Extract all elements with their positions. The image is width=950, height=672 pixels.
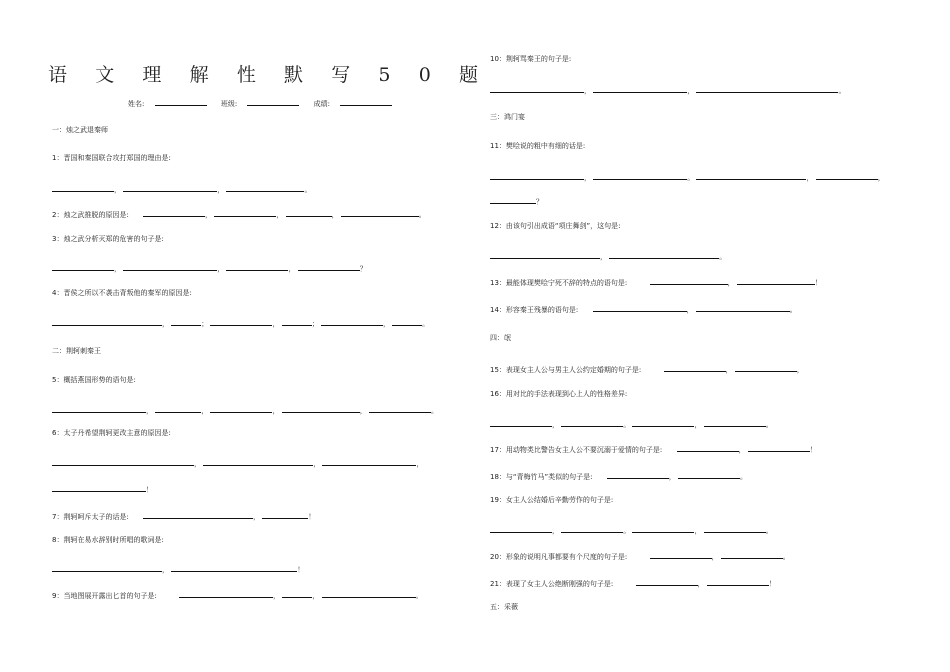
score-field[interactable] — [340, 97, 392, 106]
answer-blank[interactable] — [593, 171, 687, 180]
answer-blank[interactable] — [52, 183, 114, 192]
answer-blank[interactable] — [490, 84, 584, 93]
answer-blank[interactable] — [171, 317, 201, 326]
answer-blank[interactable] — [226, 183, 304, 192]
punctuation: 。 — [782, 553, 790, 561]
question-text: 18：与“青梅竹马”类似的句子是: — [490, 473, 593, 481]
punctuation: ！ — [814, 279, 822, 287]
question-row — [490, 363, 804, 375]
question-row — [490, 443, 817, 455]
punctuation: 。 — [623, 421, 631, 429]
answer-blank[interactable] — [737, 276, 815, 285]
punctuation: ， — [114, 265, 121, 273]
answer-row — [490, 250, 726, 262]
punctuation: ， — [194, 460, 201, 468]
question-text: 4：晋侯之所以不袭击背叛他的秦军的原因是: — [52, 289, 192, 297]
punctuation: ， — [806, 174, 814, 182]
punctuation: 。 — [304, 186, 312, 194]
answer-blank[interactable] — [262, 510, 308, 519]
answer-blank[interactable] — [609, 250, 719, 259]
punctuation: 。 — [422, 320, 430, 328]
answer-blank[interactable] — [392, 317, 422, 326]
title-char: 理 — [142, 64, 162, 86]
answer-blank[interactable] — [677, 443, 739, 452]
section-heading: 一：烛之武退秦师 — [52, 126, 108, 134]
punctuation: ， — [312, 592, 320, 600]
answer-blank[interactable] — [593, 84, 687, 93]
answer-blank[interactable] — [561, 524, 623, 533]
question-row — [52, 208, 426, 220]
answer-row — [52, 563, 304, 575]
question-row — [490, 550, 790, 562]
answer-blank[interactable] — [735, 363, 797, 372]
punctuation: ， — [288, 265, 296, 273]
punctuation: ， — [668, 473, 676, 481]
question-text: 1：晋国和秦国联合攻打郑国的理由是: — [52, 154, 171, 162]
answer-blank[interactable] — [52, 404, 146, 413]
answer-blank[interactable] — [593, 303, 687, 312]
answer-blank[interactable] — [286, 208, 332, 217]
question-text: 14：形容秦王残暴的语句是: — [490, 306, 579, 314]
answer-row — [52, 183, 311, 195]
punctuation: 。 — [789, 306, 797, 314]
punctuation: ！ — [308, 513, 316, 521]
title-char: 题 — [458, 64, 478, 86]
answer-blank[interactable] — [52, 563, 162, 572]
question-row — [490, 470, 747, 482]
punctuation: ， — [552, 527, 559, 535]
punctuation: 。 — [765, 527, 773, 535]
section-heading: 二：荆轲刺秦王 — [52, 347, 101, 355]
answer-row — [52, 262, 367, 274]
title-char: 默 — [284, 64, 304, 86]
punctuation: 。 — [430, 407, 438, 415]
punctuation: 。 — [418, 211, 426, 219]
answer-blank[interactable] — [707, 577, 769, 586]
question-text: 10：荆轲骂秦王的句子是: — [490, 55, 572, 63]
answer-blank[interactable] — [650, 550, 712, 559]
answer-blank[interactable] — [210, 317, 272, 326]
question-text: 13：最能体现樊哙宁死不辞的特点的语句是: — [490, 279, 628, 287]
punctuation: ， — [217, 186, 225, 194]
punctuation: ， — [276, 211, 284, 219]
answer-blank[interactable] — [52, 262, 114, 271]
section-heading: 三：鸿门宴 — [490, 113, 525, 121]
answer-blank[interactable] — [369, 404, 431, 413]
punctuation: ， — [162, 320, 169, 328]
punctuation: ， — [114, 186, 121, 194]
question-text: 8：荆轲在易水辞别时所唱的歌词是: — [52, 536, 164, 544]
punctuation: ， — [687, 87, 695, 95]
question-row — [52, 510, 315, 522]
punctuation: ！ — [768, 580, 776, 588]
question-text: 2：烛之武推脱的原因是: — [52, 211, 129, 219]
question-text: 21：表现了女主人公绝断刚强的句子是: — [490, 580, 614, 588]
question-row — [490, 276, 822, 288]
answer-blank[interactable] — [171, 563, 297, 572]
answer-blank[interactable] — [322, 457, 416, 466]
answer-blank[interactable] — [226, 262, 288, 271]
punctuation: 。 — [838, 87, 846, 95]
answer-blank[interactable] — [664, 363, 726, 372]
punctuation: ， — [382, 320, 390, 328]
question-text: 9：当地图展开露出匕首的句子是: — [52, 592, 157, 600]
answer-blank[interactable] — [52, 483, 146, 492]
question-text: 19：女主人公结婚后辛勤劳作的句子是: — [490, 496, 614, 504]
answer-blank[interactable] — [179, 589, 273, 598]
punctuation: ， — [359, 407, 367, 415]
answer-blank[interactable] — [214, 208, 276, 217]
info-row — [128, 97, 392, 109]
punctuation: ， — [552, 421, 559, 429]
question-text: 16：用对比的手法表现到心上人的性格差异: — [490, 390, 628, 398]
answer-blank[interactable] — [748, 443, 810, 452]
answer-row — [52, 483, 153, 495]
class-field[interactable] — [247, 97, 299, 106]
punctuation: ， — [686, 306, 694, 314]
answer-blank[interactable] — [282, 404, 360, 413]
punctuation: ； — [201, 320, 209, 328]
question-text: 20：形象的说明凡事都要有个尺度的句子是: — [490, 553, 628, 561]
question-row — [490, 303, 797, 315]
question-text: 11：樊哙说的粗中有细的话是: — [490, 142, 586, 150]
title-char: 性 — [236, 64, 256, 86]
title-char: 语 — [48, 64, 68, 86]
punctuation: ， — [727, 279, 735, 287]
answer-blank[interactable] — [632, 418, 694, 427]
punctuation: ， — [694, 527, 702, 535]
name-field[interactable] — [155, 97, 207, 106]
punctuation: ， — [313, 460, 321, 468]
answer-blank[interactable] — [52, 457, 194, 466]
question-text: 5：概括燕国形势的语句是: — [52, 376, 136, 384]
section-heading: 四：氓 — [490, 334, 511, 342]
punctuation: ！ — [809, 446, 817, 454]
answer-blank[interactable] — [632, 524, 694, 533]
punctuation: ？ — [359, 265, 367, 273]
punctuation: ， — [253, 513, 261, 521]
punctuation: ， — [584, 174, 591, 182]
answer-blank[interactable] — [704, 524, 766, 533]
answer-row — [52, 317, 429, 329]
section-heading: 五：采薇 — [490, 603, 518, 611]
punctuation: ， — [272, 407, 280, 415]
title-char: 5 — [378, 64, 391, 86]
answer-blank[interactable] — [155, 404, 201, 413]
answer-row — [490, 171, 885, 183]
punctuation: ， — [416, 460, 424, 468]
punctuation: ， — [877, 174, 885, 182]
answer-blank[interactable] — [52, 317, 162, 326]
answer-blank[interactable] — [561, 418, 623, 427]
answer-row — [52, 457, 423, 469]
answer-blank[interactable] — [322, 589, 416, 598]
answer-row — [490, 418, 773, 430]
answer-blank[interactable] — [341, 208, 419, 217]
punctuation: ， — [205, 211, 213, 219]
answer-blank[interactable] — [203, 457, 313, 466]
punctuation: ， — [796, 366, 804, 374]
answer-row — [490, 195, 543, 207]
punctuation: 。 — [740, 473, 747, 481]
question-text: 3：烛之武分析灭郑的危害的句子是: — [52, 235, 164, 243]
title-char: 0 — [418, 64, 431, 86]
punctuation: ， — [201, 407, 209, 415]
answer-blank[interactable] — [816, 171, 878, 180]
question-text: 6：太子丹希望荆轲更改主意的原因是: — [52, 429, 171, 437]
class-label: 班级: — [220, 100, 238, 108]
punctuation: ！ — [297, 566, 305, 574]
punctuation: ， — [738, 446, 746, 454]
question-row — [490, 577, 776, 589]
answer-blank[interactable] — [298, 262, 360, 271]
punctuation: 。 — [765, 421, 773, 429]
punctuation: ， — [146, 407, 153, 415]
answer-blank[interactable] — [607, 470, 669, 479]
answer-blank[interactable] — [636, 577, 698, 586]
answer-blank[interactable] — [696, 303, 790, 312]
punctuation: ， — [600, 253, 607, 261]
answer-row — [52, 404, 438, 416]
answer-blank[interactable] — [321, 317, 383, 326]
answer-blank[interactable] — [721, 550, 783, 559]
answer-row — [490, 524, 773, 536]
answer-blank[interactable] — [650, 276, 728, 285]
punctuation: 。 — [687, 174, 695, 182]
answer-blank[interactable] — [143, 510, 253, 519]
title-char: 文 — [95, 64, 115, 86]
answer-blank[interactable] — [696, 171, 806, 180]
answer-blank[interactable] — [490, 195, 536, 204]
page-title — [48, 63, 478, 87]
score-label: 成绩: — [313, 100, 331, 108]
answer-blank[interactable] — [282, 589, 312, 598]
punctuation: ， — [217, 265, 225, 273]
answer-blank[interactable] — [143, 208, 205, 217]
answer-blank[interactable] — [490, 418, 552, 427]
punctuation: ， — [694, 421, 702, 429]
name-label: 姓名: — [128, 100, 145, 108]
answer-blank[interactable] — [490, 171, 584, 180]
question-row — [52, 589, 423, 601]
punctuation: ； — [311, 320, 319, 328]
title-char: 写 — [331, 64, 351, 86]
answer-blank[interactable] — [678, 470, 740, 479]
punctuation: ， — [697, 580, 705, 588]
title-char: 解 — [189, 64, 209, 86]
question-text: 15：表现女主人公与男主人公约定婚期的句子是: — [490, 366, 642, 374]
answer-blank[interactable] — [123, 262, 217, 271]
answer-blank[interactable] — [282, 317, 312, 326]
punctuation: ， — [584, 87, 591, 95]
punctuation: ？ — [536, 198, 543, 206]
punctuation: ， — [273, 592, 281, 600]
punctuation: 。 — [623, 527, 631, 535]
answer-blank[interactable] — [210, 404, 272, 413]
answer-blank[interactable] — [704, 418, 766, 427]
answer-blank[interactable] — [123, 183, 217, 192]
punctuation: ， — [725, 366, 733, 374]
answer-blank[interactable] — [696, 84, 838, 93]
answer-blank[interactable] — [490, 250, 600, 259]
punctuation: ！ — [146, 486, 153, 494]
answer-row — [490, 84, 845, 96]
answer-blank[interactable] — [490, 524, 552, 533]
punctuation: ， — [272, 320, 280, 328]
punctuation: 。 — [719, 253, 727, 261]
question-text: 17：用动物类比警告女主人公不要沉溺于爱情的句子是: — [490, 446, 663, 454]
punctuation: ， — [162, 566, 169, 574]
punctuation: ， — [711, 553, 719, 561]
question-text: 7：荆轲呵斥太子的话是: — [52, 513, 129, 521]
punctuation: ， — [331, 211, 339, 219]
question-text: 12：由该句引出成语“项庄舞剑”，这句是: — [490, 222, 621, 230]
punctuation: 。 — [415, 592, 423, 600]
